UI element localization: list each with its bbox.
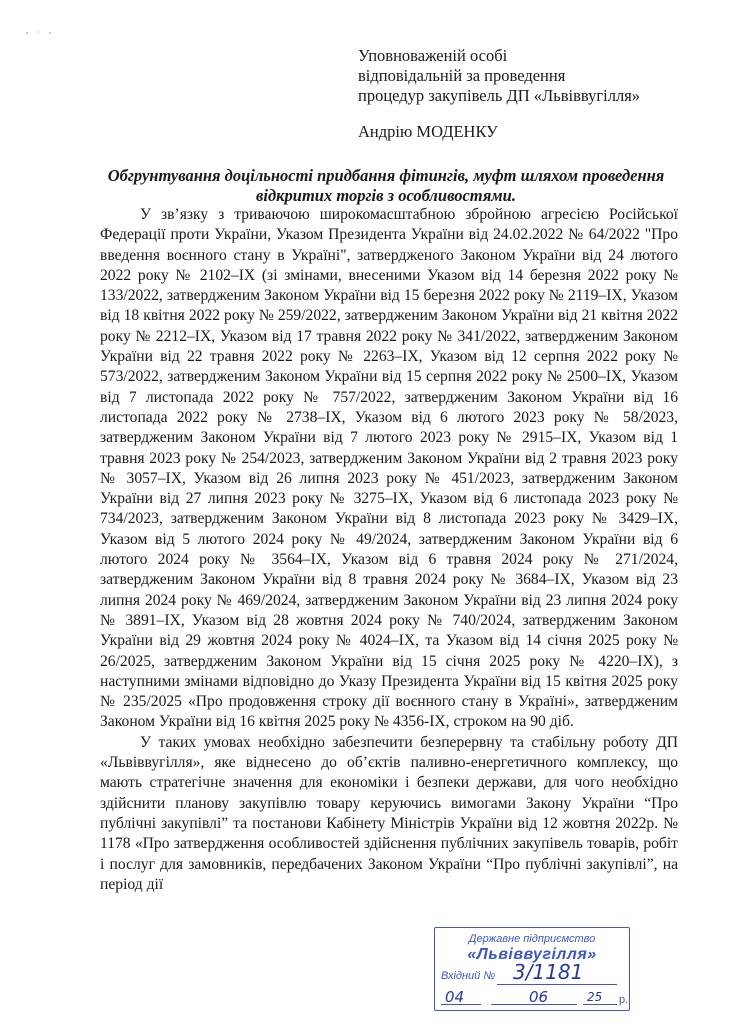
- addressee-line: процедур закупівель ДП «Львіввугілля»: [358, 86, 641, 105]
- document-body: [100, 205, 678, 895]
- stamp-year-line: [583, 1004, 617, 1005]
- registration-stamp: [434, 927, 630, 1011]
- body-paragraph: У таких умовах необхідно забезпечити безперервну та стабільну роботу ДП «Львіввугілля», яке віднесено до об’єктів паливно-енергетичного комплексу, що мають стратегічне значення для економіки і безпеки держави, для чого необхідно здійснити планову закупівлю товару керуючись вимогами Закону України “Про публічні закупівлі” та постанови Кабінету Міністрів України від 12 жовтня 2022р. № 1178 «Про затвердження особливостей здійснення публічних закупівель товарів, робіт і послуг для замовників, передбачених Законом України “Про публічні закупівлі”, на період дії: [100, 733, 678, 893]
- stamp-year-suffix: р.: [619, 994, 629, 1006]
- scan-artifact-mark: [24, 28, 54, 36]
- addressee-line: відповідальній за проведення: [358, 66, 566, 85]
- handwritten-date-day: 04: [445, 988, 465, 1006]
- document-title: Обгрунтування доцільності придбання фітингів, муфт шляхом проведення відкритих торгів з особливостями.: [107, 166, 665, 205]
- handwritten-incoming-number: 3/1181: [513, 960, 584, 984]
- stamp-company-name: «Львіввугілля»: [467, 946, 597, 963]
- addressee-line: Уповноваженій особі: [358, 46, 508, 65]
- addressee-block: [358, 46, 640, 106]
- stamp-organization: Державне підприємство: [468, 933, 596, 945]
- stamp-incoming-label: Вхідний №: [441, 970, 496, 982]
- body-paragraph: У зв’язку з триваючою широкомасштабною збройною агресією Російської Федерації проти України, Указом Президента України від 24.02.2022 № 64/2022 "Про введення воєнного стану в Україні", затвердженого Законом України від 24 лютого 2022 року № 2102–IX (зі змінами, внесеними Указом від 14 березня 2022 року № 133/2022, затвердженим Законом України від 15 березня 2022 року № 2119–IX, Указом від 18 квітня 2022 року № 259/2022, затвердженим Законом України від 21 квітня 2022 року № 2212–IX, Указом від 17 травня 2022 року № 341/2022, затвердженим Законом України від 22 травня 2022 року № 2263–IX, Указом від 12 серпня 2022 року № 573/2022, затвердженим Законом України від 15 серпня 2022 року № 2500–IX, Указом від 7 листопада 2022 року № 757/2022, затвердженим Законом України від 16 листопада 2022 року № 2738–IX, Указом від 6 лютого 2023 року № 58/2023, затвердженим Законом України від 7 лютого 2023 року № 2915–IX, Указом від 1 травня 2023 року № 254/2023, затвердженим Законом України від 2 травня 2023 року № 3057–IX, Указом від 26 липня 2023 року № 451/2023, затвердженим Законом України від 27 липня 2023 року № 3275–IX, Указом від 6 листопада 2023 року № 734/2023, затвердженим Законом України від 8 листопада 2023 року № 3429–IX, Указом від 5 лютого 2024 року № 49/2024, затвердженим Законом України від 6 лютого 2024 року № 3564–IX, Указом від 6 травня 2024 року № 271/2024, затвердженим Законом України від 8 травня 2024 року № 3684–IX, Указом від 23 липня 2024 року № 469/2024, затвердженим Законом України від 23 липня 2024 року № 3891–IX, Указом від 28 жовтня 2024 року № 740/2024, затвердженим Законом України від 29 жовтня 2024 року № 4024–IX, та Указом від 14 січня 2025 року № 26/2025, затвердженим Законом України від 15 січня 2025 року № 4220–IX), з наступними змінами відповідно до Указу Президента України від 15 квітня 2025 року № 235/2025 «Про продовження строку дії воєнного стану в Україні», затвердженим Законом України від 16 квітня 2025 року № 4356-IX, строком на 90 діб.: [100, 206, 678, 731]
- handwritten-date-year: 25: [587, 990, 603, 1004]
- handwritten-date-month: 06: [529, 988, 549, 1006]
- recipient-name: Андрію МОДЕНКУ: [358, 122, 498, 141]
- stamp-number-line: [497, 984, 617, 985]
